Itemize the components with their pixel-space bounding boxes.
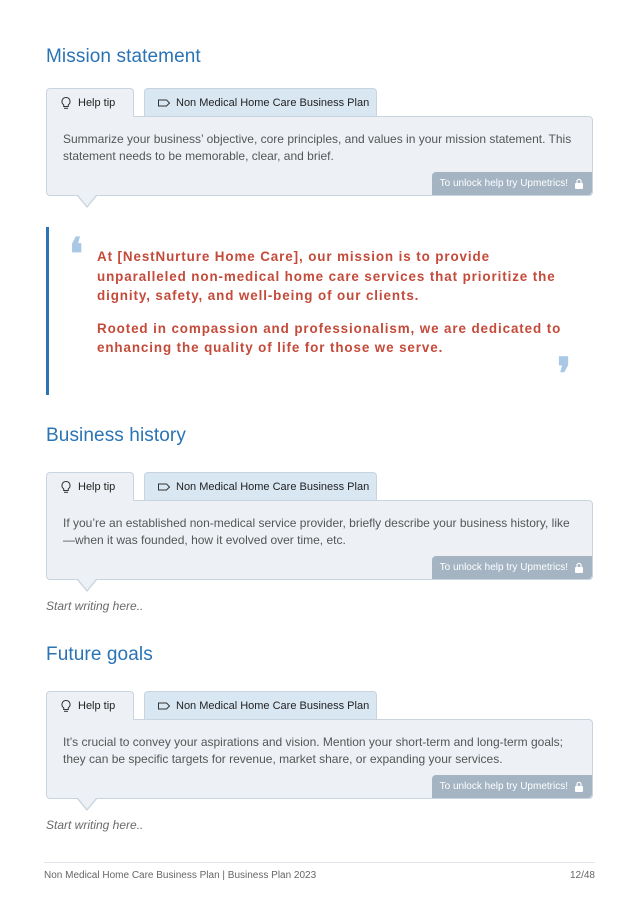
lightbulb-icon — [59, 699, 73, 713]
section-heading: Business history — [46, 425, 186, 446]
writing-placeholder[interactable]: Start writing here.. — [46, 599, 144, 613]
plan-tab-label: Non Medical Home Care Business Plan — [176, 96, 370, 109]
unlock-label: To unlock help try Upmetrics! — [439, 562, 568, 573]
open-quote-icon: ❛ — [69, 229, 84, 280]
unlock-button[interactable] — [432, 172, 592, 195]
plan-tab[interactable] — [144, 691, 377, 719]
help-tip-label: Help tip — [78, 700, 116, 712]
business-history-section — [46, 425, 593, 580]
help-tip-label: Help tip — [78, 97, 116, 109]
quote-paragraph: Rooted in compassion and professionalism, we are dedicated to enhancing the quality of life for those we serve. — [97, 320, 562, 355]
tip-pointer — [77, 196, 97, 208]
tip-pointer — [77, 799, 97, 811]
quote-paragraph: At [NestNurture Home Care], our mission is to provide unparalleled non-medical home care services that prioritize the dignity, safety, and well-being of our clients. — [97, 249, 556, 303]
page-number: 12/48 — [569, 870, 595, 881]
section-heading: Future goals — [46, 644, 153, 665]
unlock-button[interactable] — [432, 556, 592, 579]
lightbulb-icon — [59, 96, 73, 110]
tag-icon — [157, 96, 171, 110]
unlock-label: To unlock help try Upmetrics! — [439, 178, 568, 189]
quote-text — [97, 247, 567, 358]
lightbulb-icon — [59, 480, 73, 494]
plan-tab-label: Non Medical Home Care Business Plan — [176, 480, 370, 493]
lock-icon — [574, 562, 584, 573]
help-tip-tab[interactable] — [46, 691, 134, 720]
lock-icon — [574, 178, 584, 189]
tip-tabs — [46, 88, 593, 116]
close-quote-icon: ❜ — [557, 349, 572, 400]
tip-tabs — [46, 691, 593, 719]
help-tip-label: Help tip — [78, 481, 116, 493]
lock-icon — [574, 781, 584, 792]
section-heading: Mission statement — [46, 46, 201, 67]
help-tip-box — [46, 719, 593, 799]
unlock-label: To unlock help try Upmetrics! — [439, 781, 568, 792]
future-goals-section — [46, 644, 593, 799]
mission-section — [46, 46, 593, 196]
help-tip-text: If you’re an established non-medical service provider, briefly describe your business history, like—when it was founded, how it evolved over time, etc. — [63, 516, 570, 547]
tip-tabs — [46, 472, 593, 500]
help-tip-tab[interactable] — [46, 88, 134, 117]
plan-tab[interactable] — [144, 88, 377, 116]
help-tip-text: It’s crucial to convey your aspirations and vision. Mention your short-term and long-term goals; they can be specific targets for revenue, market share, or expanding your services. — [63, 735, 564, 766]
mission-quote — [46, 227, 593, 400]
tag-icon — [157, 480, 171, 494]
footer-title: Non Medical Home Care Business Plan | Business Plan 2023 — [44, 870, 317, 881]
plan-tab[interactable] — [144, 472, 377, 500]
help-tip-text: Summarize your business’ objective, core principles, and values in your mission statement. This statement needs to be memorable, clear, and brief. — [63, 132, 572, 163]
unlock-button[interactable] — [432, 775, 592, 798]
page-footer — [44, 862, 595, 881]
help-tip-box — [46, 500, 593, 580]
plan-tab-label: Non Medical Home Care Business Plan — [176, 699, 370, 712]
help-tip-box — [46, 116, 593, 196]
tip-pointer — [77, 580, 97, 592]
writing-placeholder[interactable]: Start writing here.. — [46, 818, 144, 832]
help-tip-tab[interactable] — [46, 472, 134, 501]
tag-icon — [157, 699, 171, 713]
